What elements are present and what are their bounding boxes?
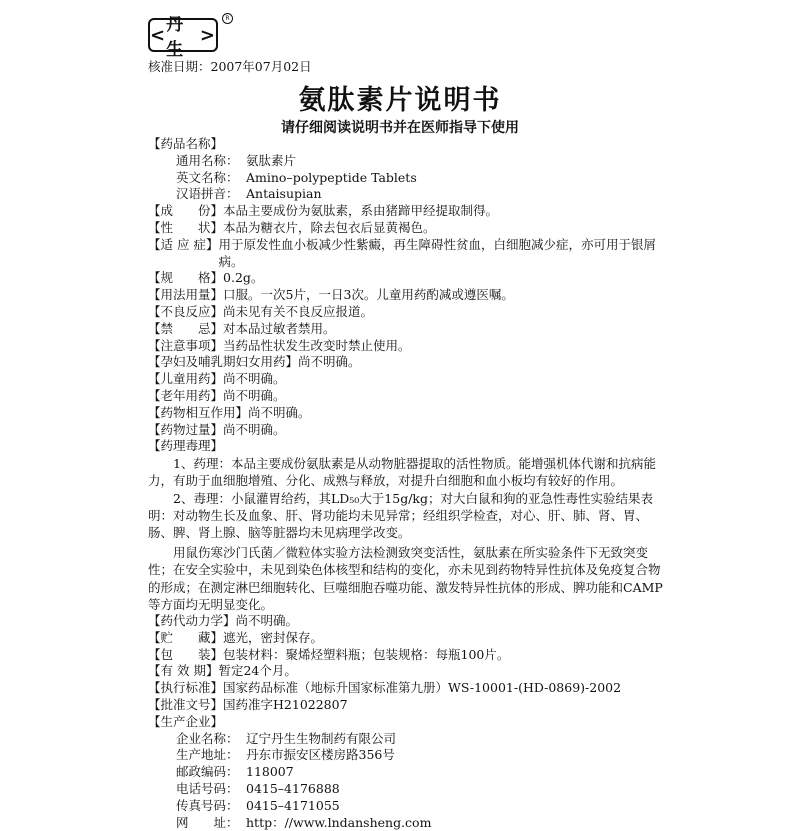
section-overdose: 【药物过量】 尚不明确。: [148, 421, 286, 437]
approval-date: 核准日期：2007年07月02日: [148, 59, 312, 74]
phone-row: 电话号码： 0415–4176888: [176, 780, 340, 796]
section-dosage: 【用法用量】 口服。一次5片，一日3次。儿童用药酌减或遵医嘱。: [148, 287, 514, 303]
company-name-row: 企业名称： 辽宁丹生生物制药有限公司: [176, 730, 397, 746]
section-contraindications: 【禁 忌】 对本品过敏者禁用。: [148, 320, 336, 336]
brand-logo: [148, 15, 218, 60]
english-name-row: 英文名称： Amino–polypeptide Tablets: [176, 169, 417, 185]
logo-right-bracket: >: [199, 24, 216, 46]
mutagenicity-paragraph: 用鼠伤寒沙门氏菌／微粒体实验方法检测致突变活性，氨肽素在所实验条件下无致突变性；在安全实验中，未见到染色体核型和结构的变化，亦未见到药物特异性抗体及免疫复合物的形成；在测定淋巴细胞转化、巨噬细胞吞噬功能、激发特异性抗体的形成、脾功能和CAMP等方面均无明显变化。: [148, 545, 663, 612]
section-adverse-reactions: 【不良反应】 尚未见有关不良反应报道。: [148, 303, 374, 319]
section-pediatric: 【儿童用药】 尚不明确。: [148, 371, 286, 387]
leaflet-body: [148, 136, 668, 831]
website-row: 网 址： http：//www.lndansheng.com: [176, 814, 432, 830]
section-pharmacokinetics: 【药代动力学】 尚不明确。: [148, 612, 299, 628]
logo-left-bracket: <: [150, 24, 167, 46]
section-ingredients: 【成 份】 本品主要成份为氨肽素，系由猪蹄甲经提取制得。: [148, 203, 499, 219]
section-storage: 【贮 藏】 遮光，密封保存。: [148, 629, 324, 645]
logo-text: 丹生: [166, 15, 185, 60]
generic-name-row: 通用名称： 氨肽素片: [176, 152, 297, 168]
section-specification: 【规 格】 0.2g。: [148, 270, 264, 286]
company-address-row: 生产地址： 丹东市振安区楼房路356号: [176, 747, 395, 763]
manufacturer-heading: 【生产企业】: [148, 713, 224, 729]
section-geriatric: 【老年用药】 尚不明确。: [148, 387, 286, 403]
section-indications: 【适 应 症】 用于原发性血小板减少性紫癜，再生障碍性贫血，白细胞减少症，亦可用于银屑病。: [148, 236, 656, 269]
pharmacology-paragraph: 1、药理：本品主要成份氨肽素是从动物脏器提取的活性物质。能增强机体代谢和抗病能力，有助于血细胞增殖、分化、成熟与释放，对提升白细胞和血小板均有较好的作用。: [148, 456, 656, 489]
drug-name-heading: 【药品名称】: [148, 136, 224, 151]
pinyin-row: 汉语拼音： Antaisupian: [176, 186, 322, 202]
section-packaging: 【包 装】 包装材料：聚烯烃塑料瓶；包装规格：每瓶100片。: [148, 646, 510, 662]
postal-code-row: 邮政编码： 118007: [176, 764, 294, 780]
page-title: 氨肽素片说明书: [298, 85, 502, 116]
fax-row: 传真号码： 0415–4171055: [176, 797, 340, 813]
section-interactions: 【药物相互作用】 尚不明确。: [148, 404, 311, 420]
section-shelf-life: 【有 效 期】 暂定24个月。: [148, 663, 297, 679]
section-pregnancy: 【孕妇及哺乳期妇女用药】 尚不明确。: [148, 354, 361, 370]
registered-mark-icon: R: [222, 13, 233, 24]
section-precautions: 【注意事项】 当药品性状发生改变时禁止使用。: [148, 337, 411, 353]
section-standard: 【执行标准】 国家药品标准（地标升国家标准第九册）WS-10001-(HD-0869)-2002: [148, 680, 622, 696]
section-approval-number: 【批准文号】 国药准字H21022807: [148, 696, 348, 712]
pharmacology-heading: 【药理毒理】: [148, 438, 224, 454]
page-subtitle: 请仔细阅读说明书并在医师指导下使用: [281, 120, 519, 136]
toxicology-paragraph: 2、毒理：小鼠灌胃给药，其LD₅₀大于15g/kg；对大白鼠和狗的亚急性毒性实验结果表明：对动物生长及血象、肝、肾功能均未见异常；经组织学检查，对心、肝、肺、肾、胃、肠、脾、肾上腺、脑等脏器均未见病理学改变。: [148, 490, 653, 540]
section-appearance: 【性 状】 本品为糖衣片，除去包衣后显黄褐色。: [148, 219, 436, 235]
